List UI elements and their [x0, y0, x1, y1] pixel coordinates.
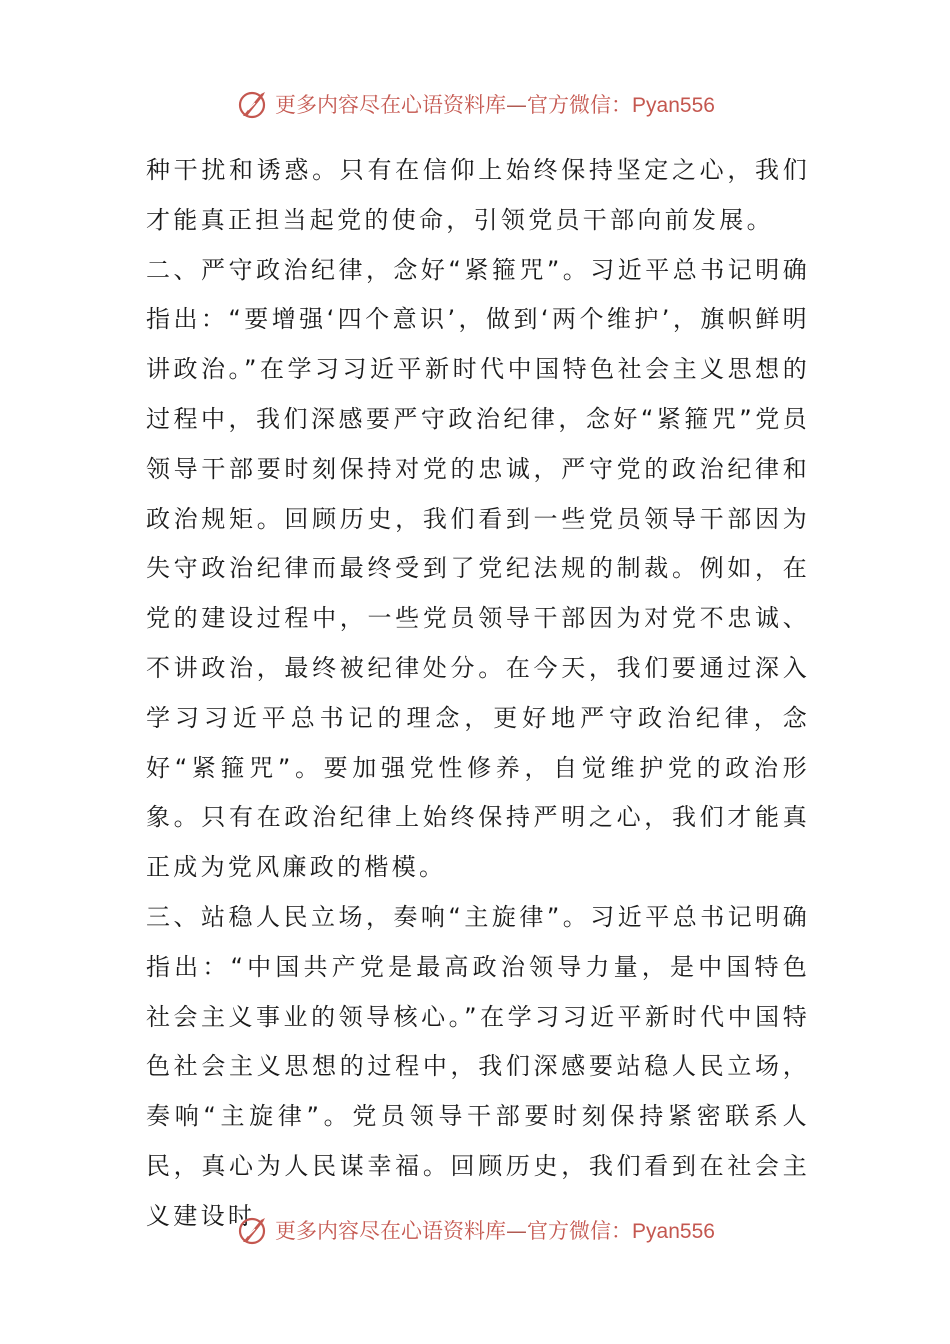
footer-banner-contact-id: Pyan556 — [632, 1220, 715, 1243]
quill-pen-logo-icon — [235, 86, 271, 122]
footer-banner-sub: 官方微信： — [527, 1219, 633, 1243]
header-banner-text — [275, 89, 715, 119]
body-paragraph-1: 种干扰和诱惑。只有在信仰上始终保持坚定之心，我们才能真正担当起党的使命，引领党员干部向前发展。 — [146, 156, 810, 234]
footer-banner-main: 更多内容尽在心语资料库 — [275, 1219, 507, 1243]
header-banner — [0, 84, 950, 124]
quill-pen-logo-icon — [235, 1212, 271, 1248]
document-body — [146, 146, 810, 1242]
footer-banner-text — [275, 1215, 715, 1245]
header-banner-main: 更多内容尽在心语资料库 — [275, 93, 507, 117]
header-banner-separator: — — [506, 93, 528, 117]
footer-banner-separator: — — [506, 1219, 528, 1243]
body-paragraph-2: 二、严守政治纪律，念好“紧箍咒”。习近平总书记明确指出：“要增强‘四个意识’，做到‘两个维护’，旗帜鲜明讲政治。”在学习习近平新时代中国特色社会主义思想的过程中，我们深感要严守政治纪律，念好“紧箍咒”党员领导干部要时刻保持对党的忠诚，严守党的政治纪律和政治规矩。回顾历史，我们看到一些党员领导干部因为失守政治纪律而最终受到了党纪法规的制裁。例如，在党的建设过程中，一些党员领导干部因为对党不忠诚、不讲政治，最终被纪律处分。在今天，我们要通过深入学习习近平总书记的理念，更好地严守政治纪律，念好“紧箍咒”。要加强党性修养，自觉维护党的政治形象。只有在政治纪律上始终保持严明之心，我们才能真正成为党风廉政的楷模。 — [146, 255, 810, 882]
body-paragraph-3: 三、站稳人民立场，奏响“主旋律”。习近平总书记明确指出：“中国共产党是最高政治领导力量，是中国特色社会主义事业的领导核心。”在学习习近平新时代中国特色社会主义思想的过程中，我们深感要站稳人民立场，奏响“主旋律”。党员领导干部要时刻保持紧密联系人民，真心为人民谋幸福。回顾历史，我们看到在社会主义建设时 — [146, 902, 810, 1230]
header-banner-sub: 官方微信： — [527, 93, 633, 117]
footer-banner — [0, 1210, 950, 1250]
header-banner-contact-id: Pyan556 — [632, 94, 715, 117]
